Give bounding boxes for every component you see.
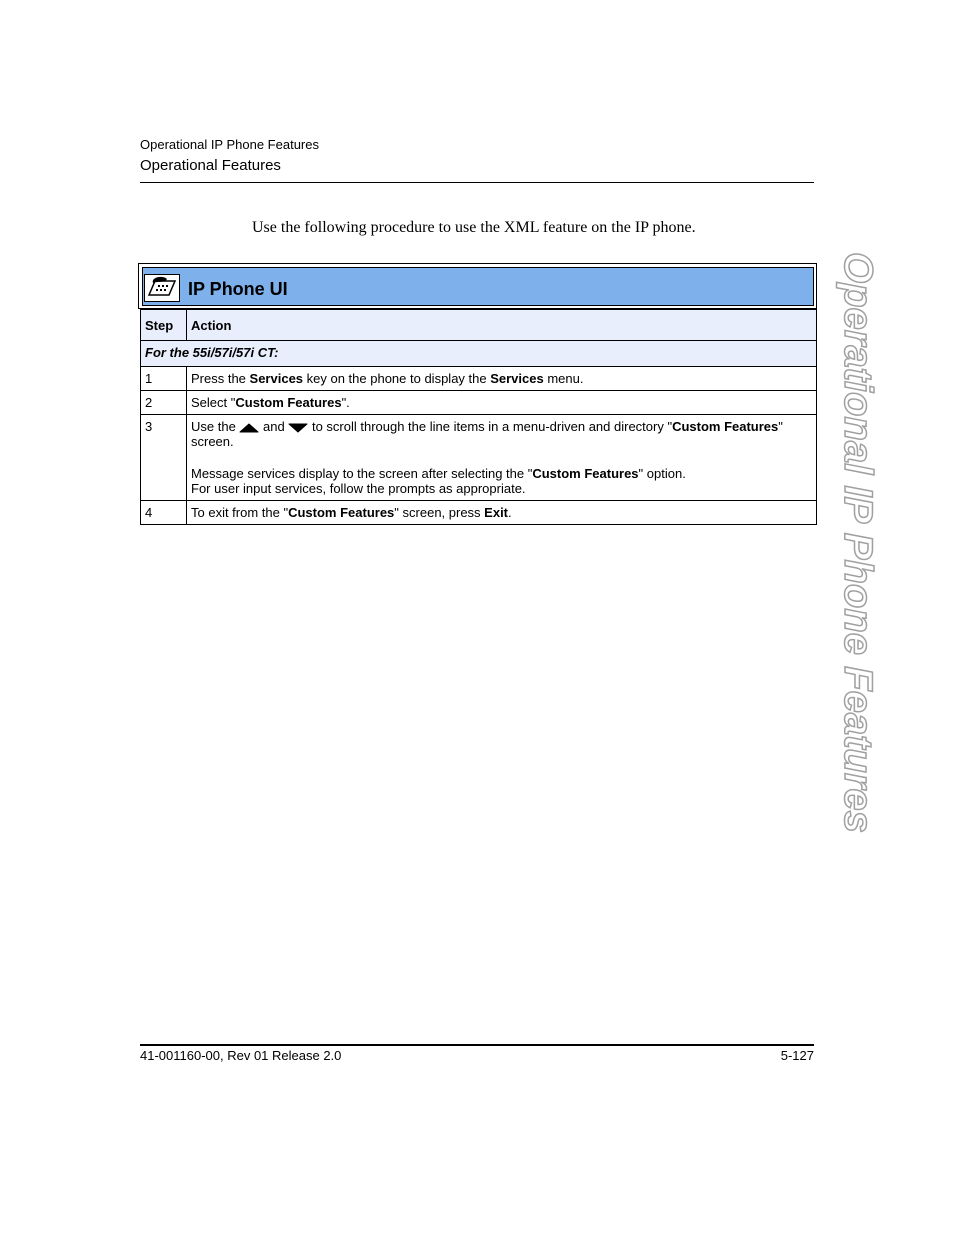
- step-line: Use the and to scroll through the line items in a menu-driven and directory "Custom Features" screen.: [191, 419, 783, 449]
- up-arrow-icon: [239, 423, 259, 433]
- table-subheading: For the 55i/57i/57i CT:: [141, 341, 817, 367]
- footer-document-id: 41-001160-00, Rev 01 Release 2.0: [140, 1048, 342, 1063]
- intro-paragraph: Use the following procedure to use the XML feature on the IP phone.: [252, 219, 696, 236]
- table-row: [141, 391, 817, 415]
- table-row: [141, 367, 817, 391]
- panel-title: IP Phone UI: [188, 279, 288, 299]
- footer-page-number: 5-127: [780, 1048, 814, 1063]
- procedure-table: [140, 309, 817, 525]
- phone-icon: [144, 274, 180, 302]
- step-number: 3: [141, 415, 187, 501]
- step-action: To exit from the "Custom Features" screen, press Exit.: [187, 501, 817, 525]
- footer-divider: [140, 1044, 814, 1046]
- step-action: [187, 415, 817, 501]
- column-header-step: Step: [141, 310, 187, 341]
- step-number: 4: [141, 501, 187, 525]
- running-header-section: Operational IP Phone Features: [140, 137, 319, 152]
- running-header-subsection: Operational Features: [140, 157, 281, 174]
- table-row: [141, 415, 817, 501]
- column-header-action: Action: [187, 310, 817, 341]
- step-action: Select "Custom Features".: [187, 391, 817, 415]
- step-line: For user input services, follow the prompts as appropriate.: [191, 481, 526, 496]
- table-row: [141, 501, 817, 525]
- table-subheading-row: [141, 341, 817, 367]
- table-header-row: [141, 310, 817, 341]
- step-number: 1: [141, 367, 187, 391]
- step-line: Message services display to the screen after selecting the "Custom Features" option.: [191, 466, 686, 481]
- header-divider: [140, 182, 814, 183]
- step-number: 2: [141, 391, 187, 415]
- down-arrow-icon: [288, 423, 308, 433]
- step-action: Press the Services key on the phone to display the Services menu.: [187, 367, 817, 391]
- side-chapter-title: Operational IP Phone Features: [836, 252, 880, 833]
